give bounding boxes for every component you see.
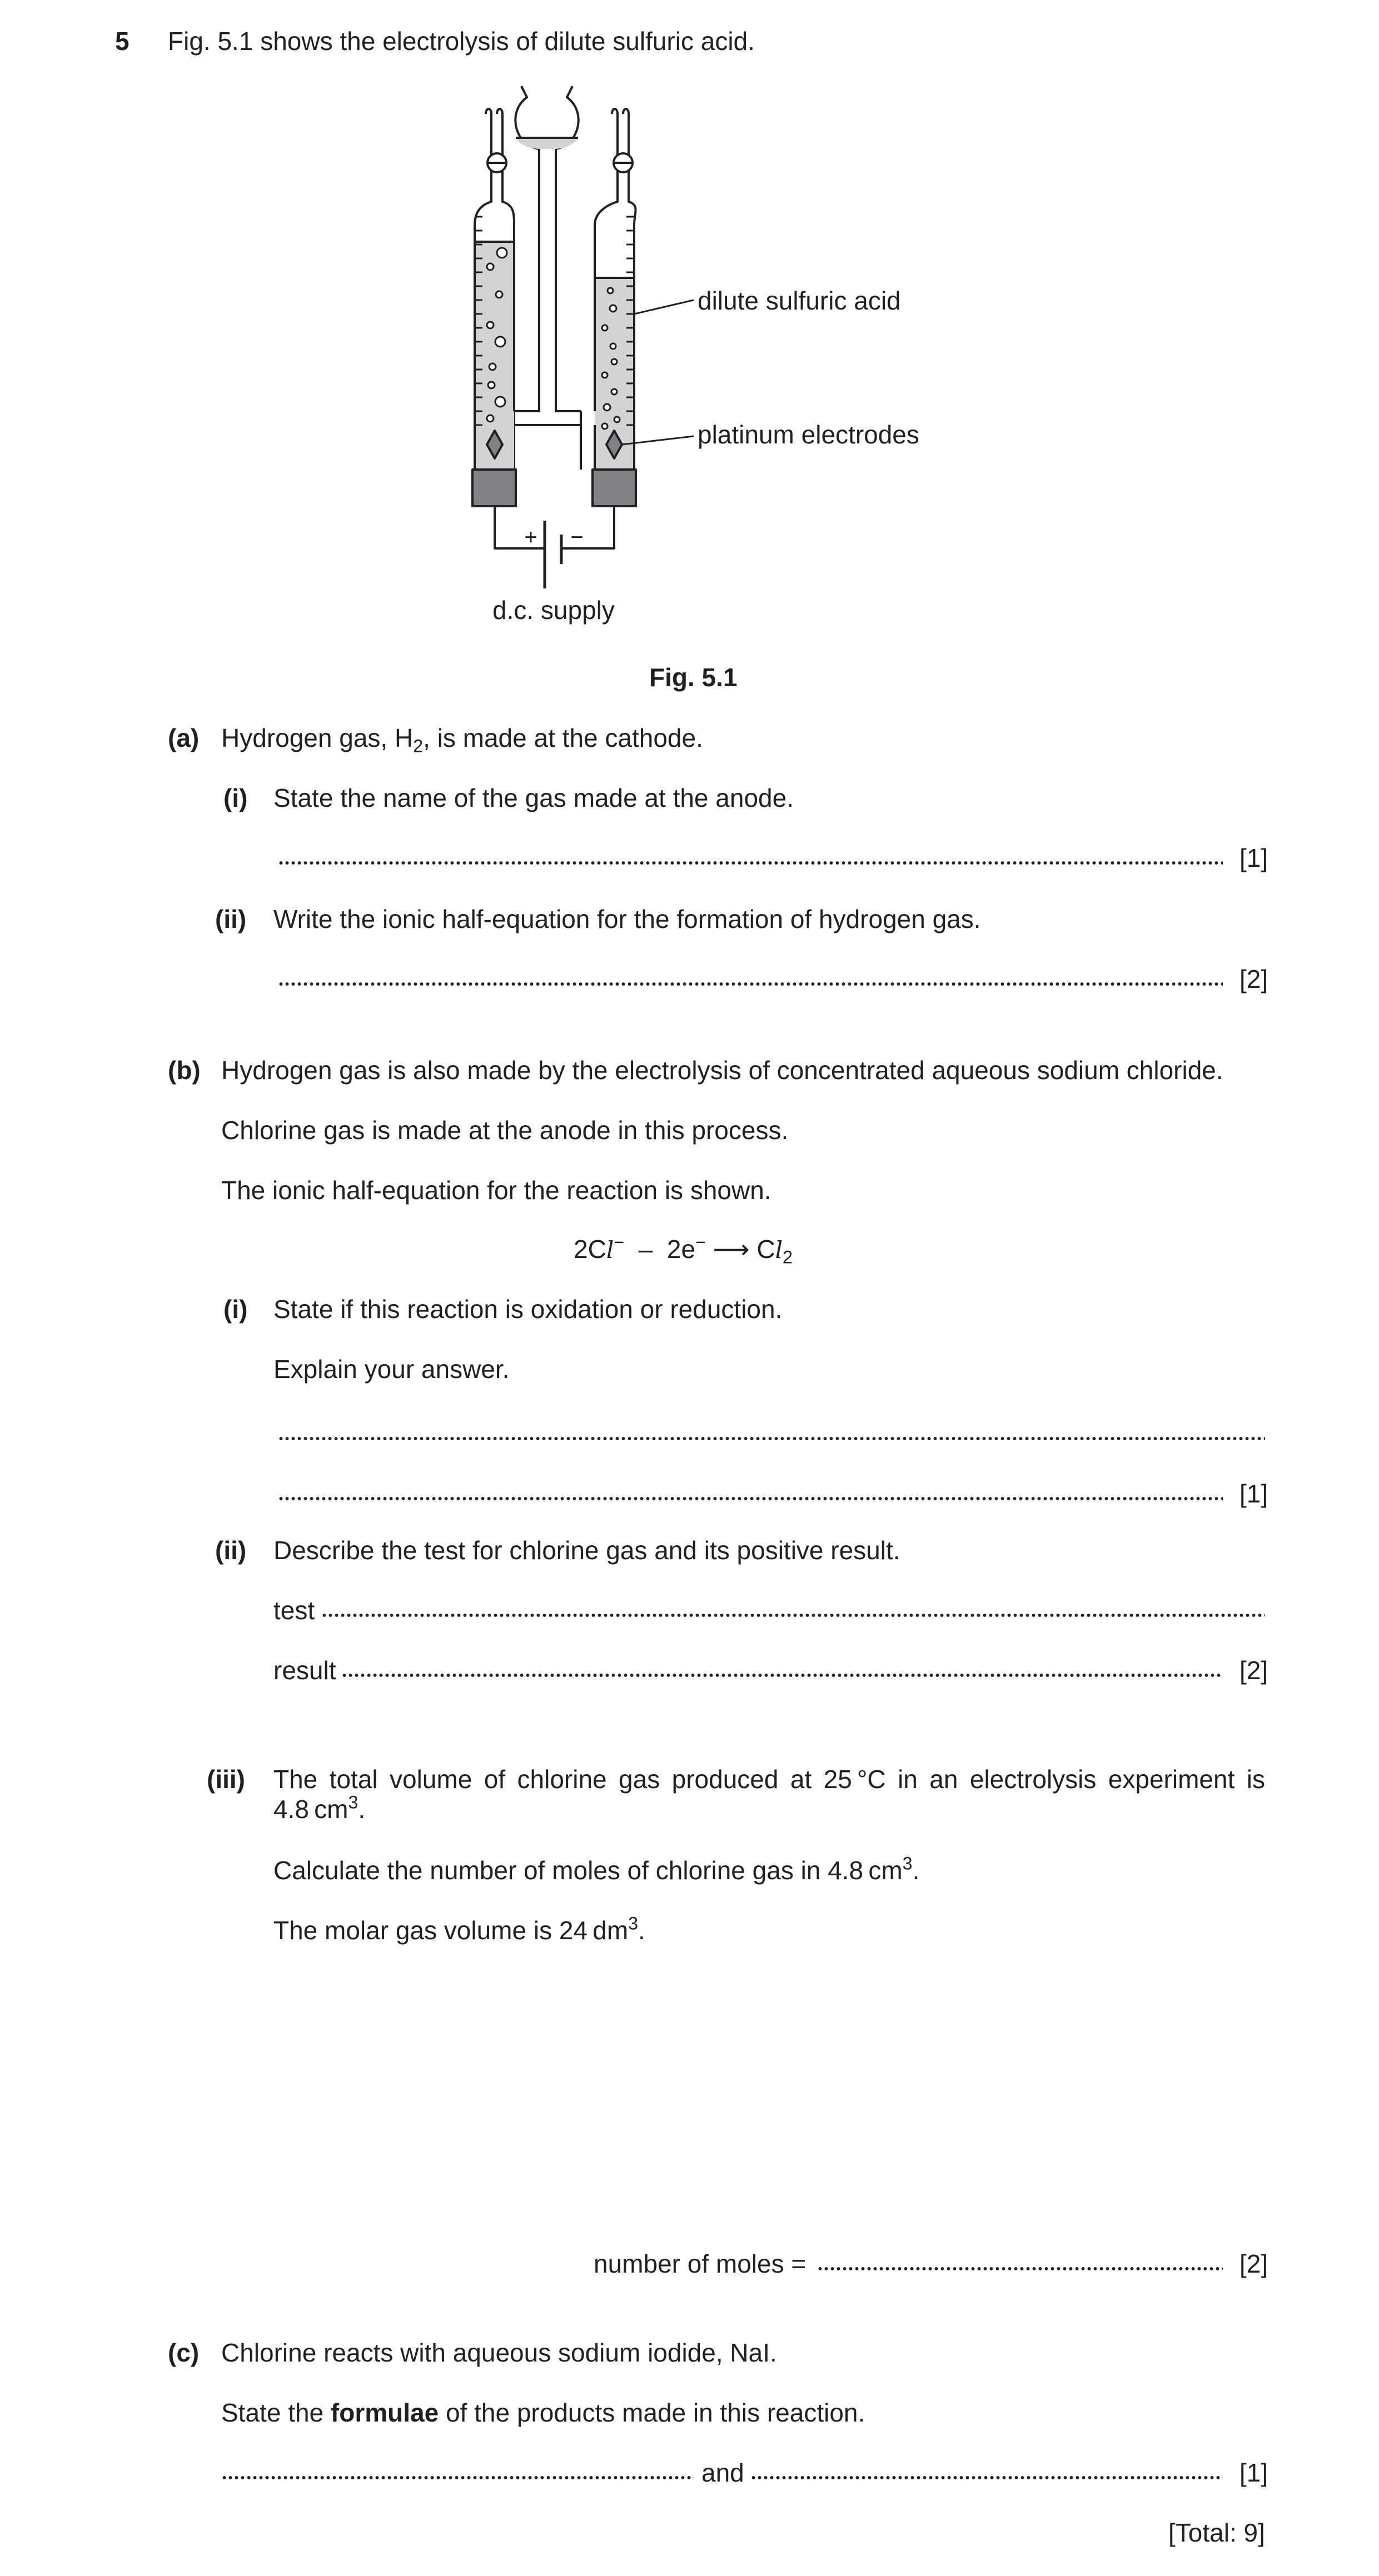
part-b-i-label: (i) (223, 1295, 248, 1324)
leader-acid (634, 300, 694, 314)
reservoir-bulb (514, 86, 539, 411)
answer-line-b-i-2[interactable] (278, 1496, 1223, 1501)
plus-sign: + (524, 525, 537, 550)
part-b-line2: Chlorine gas is made at the anode in this process. (221, 1116, 789, 1145)
reservoir-liquid (516, 138, 578, 149)
part-a-ii-label: (ii) (215, 905, 247, 933)
marks-c: [1] (1239, 2458, 1268, 2487)
minus-sign: − (570, 525, 584, 550)
part-b-iii-molar: The molar gas volume is 24 $dm^3$. (273, 1913, 645, 1945)
part-b-iii-line1: The total volume of chlorine gas produced at 25 °C in an electrolysis experiment is (273, 1765, 1265, 1794)
part-c-label: (c) (168, 2338, 200, 2367)
answer-line-b-i-1[interactable] (278, 1436, 1265, 1441)
marks-b-iii: [2] (1239, 2249, 1268, 2278)
part-a-label: (a) (168, 723, 200, 752)
answer-line-c-1[interactable] (221, 2475, 694, 2480)
circuit-wire (495, 506, 614, 548)
part-a-i-label: (i) (223, 783, 248, 812)
electrolysis-apparatus-diagram (456, 81, 956, 642)
right-tube (612, 109, 629, 153)
answer-line-test[interactable] (321, 1613, 1265, 1618)
label-dc-supply: d.c. supply (492, 596, 615, 625)
question-intro: Fig. 5.1 shows the electrolysis of dilute sulfuric acid. (168, 27, 755, 56)
part-c-text: Chlorine reacts with aqueous sodium iodide, NaI. (221, 2338, 777, 2367)
and-word: and (701, 2458, 744, 2487)
part-b-ii-label: (ii) (215, 1536, 247, 1565)
part-b-iii-line2: 4.8 $cm^3$. (273, 1792, 366, 1824)
answer-line-moles[interactable] (817, 2266, 1223, 2272)
part-b-label: (b) (168, 1056, 201, 1085)
answer-line-result[interactable] (341, 1673, 1223, 1678)
marks-a-ii: [2] (1239, 965, 1268, 994)
part-c-instruction: State the formulae of the products made in this reaction. (221, 2398, 865, 2427)
part-b-line3: The ionic half-equation for the reaction is shown. (221, 1176, 771, 1205)
part-a-text: Hydrogen gas, $H_2$, is made at the cathode. (221, 723, 703, 756)
left-tube (486, 109, 502, 153)
question-number: 5 (115, 27, 130, 56)
marks-b-ii: [2] (1239, 1656, 1268, 1685)
ionic-half-equation: 2Cl− – 2e− ⟶ $Cl_2$ (574, 1232, 793, 1267)
part-a-ii-text: Write the ionic half-equation for the formation of hydrogen gas. (273, 905, 981, 933)
label-platinum-electrodes: platinum electrodes (698, 420, 919, 449)
moles-answer-label: number of moles = (594, 2249, 807, 2278)
part-b-i-explain: Explain your answer. (273, 1355, 510, 1384)
test-label: test (273, 1596, 315, 1625)
part-b-i-text: State if this reaction is oxidation or reduction. (273, 1295, 783, 1324)
figure-caption: Fig. 5.1 (649, 663, 738, 692)
question-total: [Total: 9] (1168, 2518, 1265, 2547)
answer-line-a-ii[interactable] (278, 981, 1223, 987)
part-b-ii-text: Describe the test for chlorine gas and its positive result. (273, 1536, 900, 1565)
part-b-iii-calc: Calculate the number of moles of chlorine gas in 4.8 $cm^3$. (273, 1853, 920, 1885)
answer-line-c-2[interactable] (750, 2475, 1223, 2480)
marks-b-i: [1] (1239, 1479, 1268, 1508)
answer-line-a-i[interactable] (278, 860, 1223, 866)
result-label: result (273, 1656, 336, 1685)
label-dilute-sulfuric-acid: dilute sulfuric acid (698, 286, 901, 315)
bottom-connecting-tube (514, 411, 581, 425)
marks-a-i: [1] (1239, 843, 1268, 872)
part-b-text: Hydrogen gas is also made by the electrolysis of concentrated aqueous sodium chloride. (221, 1056, 1223, 1085)
part-b-iii-label: (iii) (207, 1765, 245, 1794)
part-a-i-text: State the name of the gas made at the anode. (273, 783, 794, 812)
